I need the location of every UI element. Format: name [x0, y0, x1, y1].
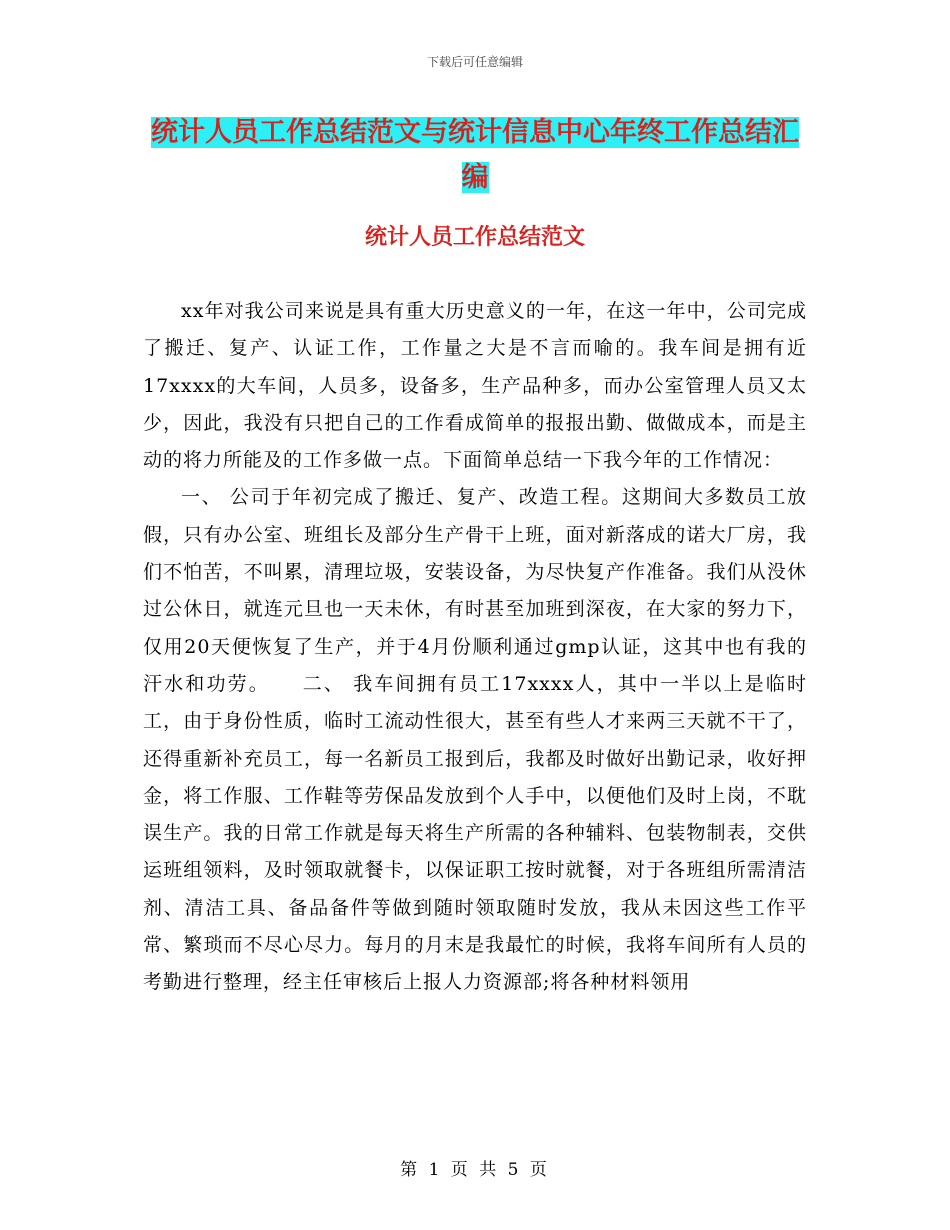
- section-title: 统计人员工作总结范文: [364, 225, 585, 250]
- document-title: [150, 110, 800, 200]
- body-text: [143, 293, 807, 1002]
- paragraph: xx年对我公司来说是具有重大历史意义的一年，在这一年中，公司完成了搬迁、复产、认证工作，工作量之大是不言而喻的。我车间是拥有近17xxxx的大车间，人员多，设备多，生产品种多，而办公室管理人员又太少，因此，我没有只把自己的工作看成简单的报报出勤、做做成本，而是主动的将力所能及的工作多做一点。下面简单总结一下我今年的工作情况：: [143, 300, 807, 472]
- page-footer: 第 1 页 共 5 页: [400, 1160, 550, 1180]
- document-title-text: 统计人员工作总结范文与统计信息中心年终工作总结汇编: [151, 117, 799, 193]
- paragraph: 一、 公司于年初完成了搬迁、复产、改造工程。这期间大多数员工放假，只有办公室、班组长及部分生产骨干上班，面对新落成的诺大厂房，我们不怕苦，不叫累，清理垃圾，安装设备，为尽快复产作准备。我们从没休过公休日，就连元旦也一天未休，有时甚至加班到深夜，在大家的努力下，仅用20天便恢复了生产，并于4月份顺利通过gmp认证，这其中也有我的汗水和功劳。 二、 我车间拥有员工17xxxx人，其中一半以上是临时工，由于身份性质，临时工流动性很大，甚至有些人才来两三天就不干了，还得重新补充员工，每一名新员工报到后，我都及时做好出勤记录，收好押金，将工作服、工作鞋等劳保品发放到个人手中，以便他们及时上岗，不耽误生产。我的日常工作就是每天将生产所需的各种辅料、包装物制表，交供运班组领料，及时领取就餐卡，以保证职工按时就餐，对于各班组所需清洁剂、清洁工具、备品备件等做到随时领取随时发放，我从未因这些工作平常、繁琐而不尽心尽力。每月的月末是我最忙的时候，我将车间所有人员的考勤进行整理，经主任审核后上报人力资源部;将各种材料领用: [143, 486, 807, 994]
- header-note: 下载后可任意编辑: [426, 55, 523, 69]
